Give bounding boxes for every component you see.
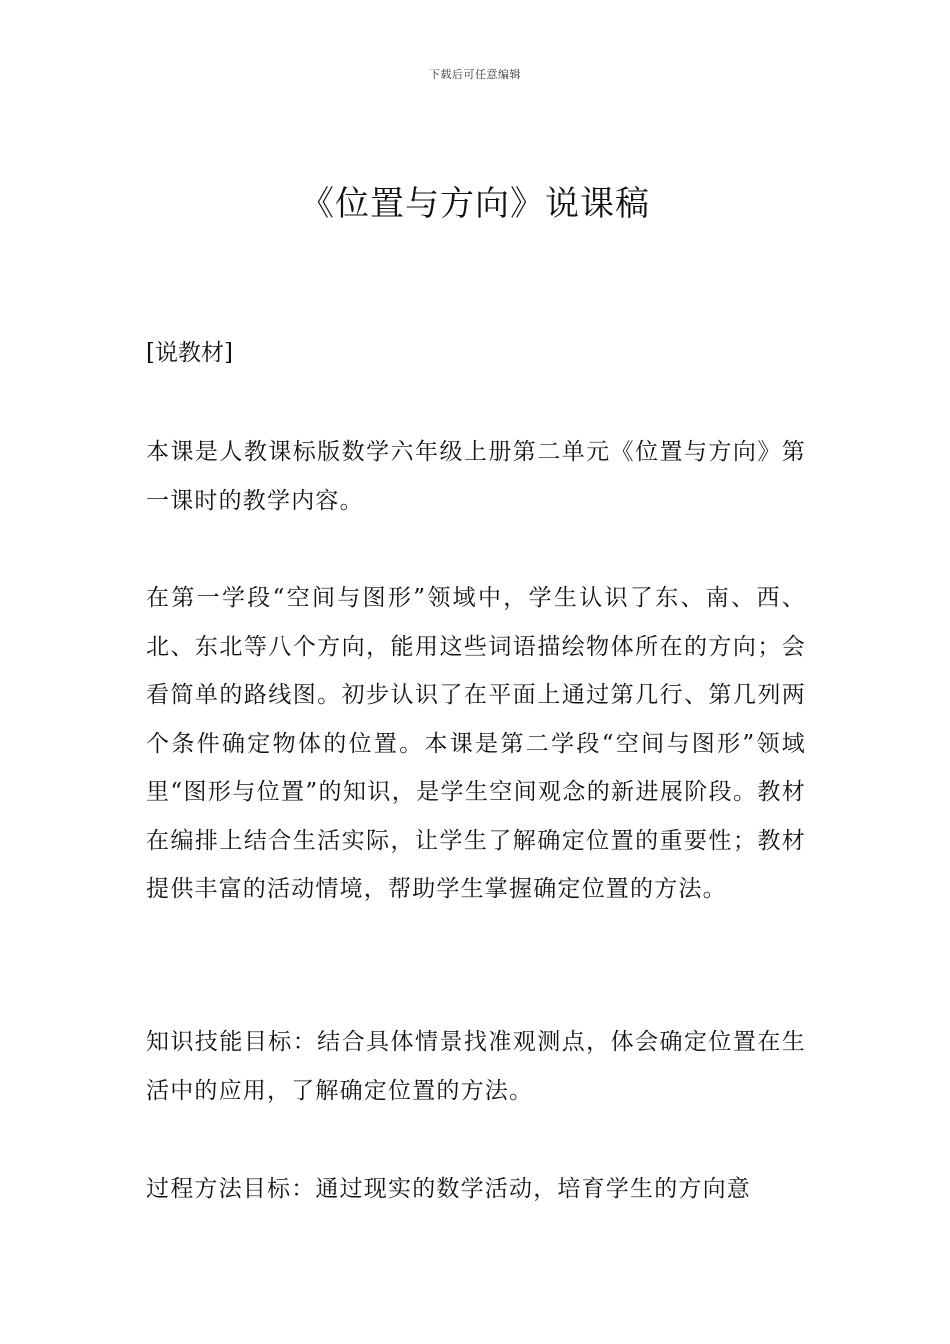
paragraph-intro: 本课是人教课标版数学六年级上册第二单元《位置与方向》第一课时的教学内容。 <box>146 439 806 514</box>
page-title: 《位置与方向》说课稿 <box>300 184 650 224</box>
paragraph-process-goal: 过程方法目标：通过现实的数学活动，培育学生的方向意 <box>146 1176 751 1202</box>
header-note: 下载后可任意编辑 <box>429 68 521 81</box>
section-heading: [说教材] <box>146 340 233 366</box>
paragraph-knowledge-goal: 知识技能目标：结合具体情景找准观测点，体会确定位置在生活中的应用，了解确定位置的方法。 <box>146 1029 806 1104</box>
paragraph-background: 在第一学段“空间与图形”领域中，学生认识了东、南、西、北、东北等八个方向，能用这些词语描绘物体所在的方向；会看简单的路线图。初步认识了在平面上通过第几行、第几列两个条件确定物体的位置。本课是第二学段“空间与图形”领域里“图形与位置”的知识，是学生空间观念的新进展阶段。教材在编排上结合生活实际，让学生了解确定位置的重要性；教材提供丰富的活动情境，帮助学生掌握确定位置的方法。 <box>146 585 806 902</box>
